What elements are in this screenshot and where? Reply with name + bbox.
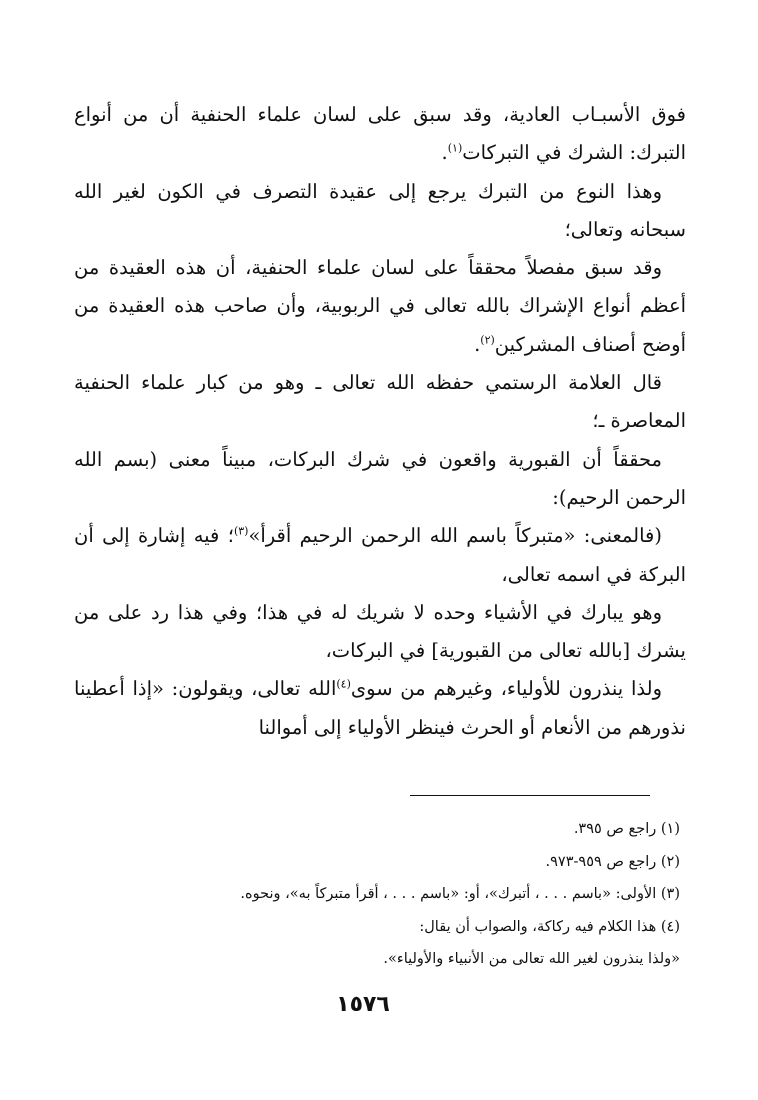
paragraph-8 <box>74 670 686 747</box>
footnote-ref-1: (١) <box>447 141 463 155</box>
footnote-separator <box>410 795 650 796</box>
paragraph-8-text-a: ولذا ينذرون للأولياء، وغيرهم من سوى <box>350 677 662 701</box>
footnote-ref-2: (٢) <box>480 333 495 347</box>
paragraph-3-text: وقد سبق مفصلاً محققاً على لسان علماء الحنفية، أن هذه العقيدة من أعظم أنواع الإشراك بالله تعالى في الربوبية، وأن صاحب هذه العقيدة من أوضح أصناف المشركين <box>74 256 686 356</box>
paragraph-2: وهذا النوع من التبرك يرجع إلى عقيدة التصرف في الكون لغير الله سبحانه وتعالى؛ <box>74 179 686 241</box>
footnote-3: (٣) الأولى: «باسم . . . ، أتبرك»، أو: «باسم . . . ، أقرأ متبركاً به»، ونحوه. <box>240 886 680 902</box>
footnote-1: (١) راجع ص ٣٩٥. <box>573 821 680 837</box>
page-number: ١٥٧٦ <box>336 992 390 1017</box>
footnote-4: (٤) هذا الكلام فيه ركاكة، والصواب أن يقال: <box>419 918 680 935</box>
paragraph-6 <box>74 517 686 594</box>
paragraph-6-text-b: ؛ فيه إشارة إلى أن البركة في اسمه تعالى، <box>74 524 686 586</box>
paragraph-6-text-a: (فالمعنى: «متبركاً باسم الله الرحمن الرحيم أقرأ» <box>248 524 662 548</box>
main-text <box>74 96 686 747</box>
paragraph-7: وهو يبارك في الأشياء وحده لا شريك له في هذا؛ وفي هذا رد على من يشرك [بالله تعالى من القبورية] في البركات، <box>74 600 686 663</box>
paragraph-3-end: . <box>474 332 481 356</box>
paragraph-1-text: فوق الأسبـاب العادية، وقد سبق على لسان علماء الحنفية أن من أنواع التبرك: الشرك في التبركات <box>74 103 686 165</box>
paragraph-3 <box>74 249 686 364</box>
footnote-4-continued: «ولذا ينذرون لغير الله تعالى من الأنبياء والأولياء». <box>383 951 680 967</box>
footnote-ref-4: (٤) <box>336 677 351 691</box>
footnotes <box>100 813 680 976</box>
footnote-ref-3: (٣) <box>233 524 249 538</box>
footnote-2: (٢) راجع ص ٩٥٩-٩٧٣. <box>545 853 680 870</box>
paragraph-4: قال العلامة الرستمي حفظه الله تعالى ـ وهو من كبار علماء الحنفية المعاصرة ـ؛ <box>74 371 686 433</box>
paragraph-8-text-b: الله تعالى، ويقولون: «إذا أعطينا نذورهم من الأنعام أو الحرث فينظر الأولياء إلى أموالنا <box>74 677 686 739</box>
paragraph-5: محققاً أن القبورية واقعون في شرك البركات، مبيناً معنى (بسم الله الرحمن الرحيم): <box>74 447 686 509</box>
paragraph-1 <box>74 96 686 173</box>
paragraph-1-end: . <box>441 141 448 165</box>
